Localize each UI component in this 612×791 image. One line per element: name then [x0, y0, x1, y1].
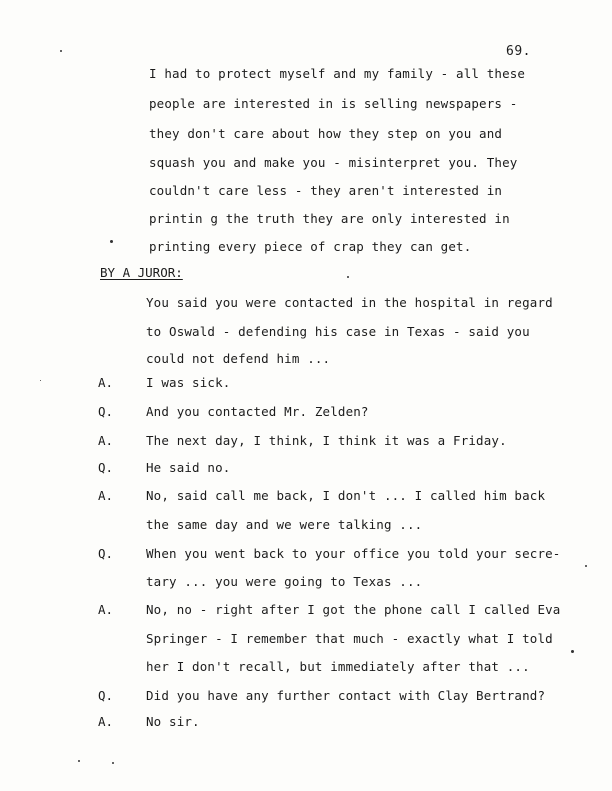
- testimony-line: squash you and make you - misinterpret you. They: [149, 155, 518, 170]
- scan-speck: [78, 760, 80, 762]
- exchange-line: When you went back to your office you told your secre-: [146, 546, 561, 561]
- juror-question-line: to Oswald - defending his case in Texas - said you: [146, 324, 530, 339]
- speaker-label: A.: [98, 433, 114, 448]
- exchange-line: No, said call me back, I don't ... I called him back: [146, 488, 546, 503]
- testimony-line: I had to protect myself and my family - all these: [149, 66, 526, 81]
- scan-speck: [112, 762, 114, 764]
- exchange-line: And you contacted Mr. Zelden?: [146, 404, 369, 419]
- exchange-line: The next day, I think, I think it was a Friday.: [146, 433, 507, 448]
- speaker-label: Q.: [98, 404, 114, 419]
- section-heading: BY A JUROR:: [100, 265, 183, 280]
- scan-speck: [585, 565, 587, 567]
- exchange-line: tary ... you were going to Texas ...: [146, 574, 423, 589]
- testimony-line: couldn't care less - they aren't interested in: [149, 183, 503, 198]
- page-number: 69.: [506, 44, 531, 59]
- testimony-line: people are interested in is selling newspapers -: [149, 96, 518, 111]
- exchange-line: Springer - I remember that much - exactly what I told: [146, 631, 553, 646]
- speaker-label: A.: [98, 714, 114, 729]
- exchange-line: the same day and we were talking ...: [146, 517, 423, 532]
- juror-question-line: You said you were contacted in the hospital in regard: [146, 295, 553, 310]
- exchange-line: I was sick.: [146, 375, 231, 390]
- testimony-line: printin g the truth they are only interested in: [149, 211, 510, 226]
- speaker-label: Q.: [98, 460, 114, 475]
- speaker-label: A.: [98, 375, 114, 390]
- exchange-line: her I don't recall, but immediately after that ...: [146, 659, 530, 674]
- scan-speck: [347, 276, 349, 278]
- exchange-line: No sir.: [146, 714, 200, 729]
- scan-speck: [110, 240, 113, 243]
- exchange-line: He said no.: [146, 460, 231, 475]
- exchange-line: Did you have any further contact with Clay Bertrand?: [146, 688, 546, 703]
- juror-question-line: could not defend him ...: [146, 351, 331, 366]
- scan-speck: [60, 50, 62, 52]
- speaker-label: Q.: [98, 688, 114, 703]
- testimony-line: they don't care about how they step on you and: [149, 126, 503, 141]
- scan-speck: [40, 380, 41, 381]
- exchange-line: No, no - right after I got the phone call I called Eva: [146, 602, 561, 617]
- speaker-label: Q.: [98, 546, 114, 561]
- speaker-label: A.: [98, 602, 114, 617]
- speaker-label: A.: [98, 488, 114, 503]
- scan-speck: [571, 650, 574, 653]
- testimony-line: printing every piece of crap they can get.: [149, 239, 472, 254]
